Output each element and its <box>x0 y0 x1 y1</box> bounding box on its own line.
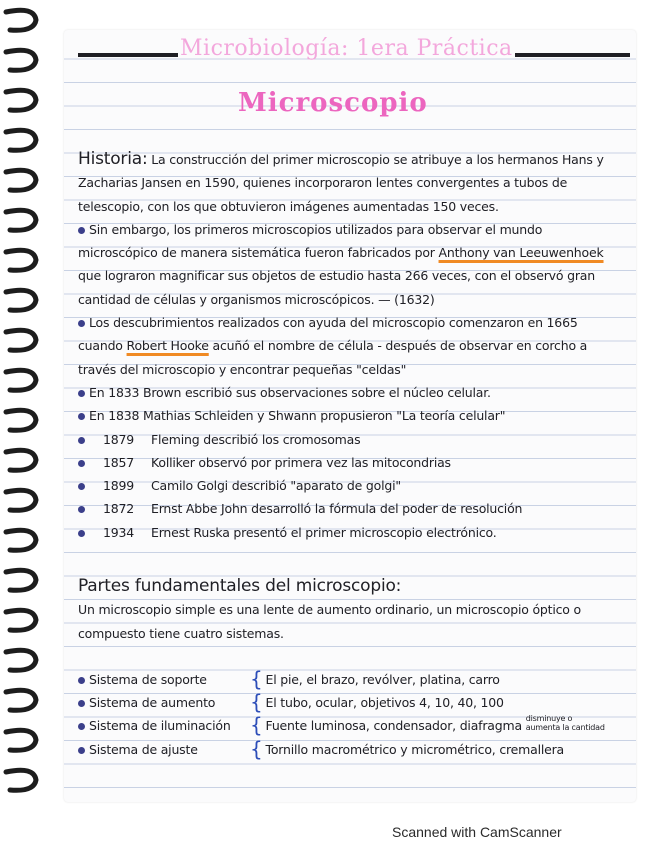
system-row <box>78 668 623 691</box>
historia-schleiden: En 1838 Mathias Schleiden y Shwann propusieron "La teoría celular" <box>78 404 623 427</box>
timeline-text: Fleming describió los cromosomas <box>151 431 361 447</box>
partes-heading: Partes fundamentales del microscopio: <box>78 576 402 596</box>
bullet-icon <box>78 320 85 327</box>
brace-icon: { <box>250 736 263 761</box>
timeline-text: Ernst Abbe John desarrolló la fórmula del poder de resolución <box>151 501 523 517</box>
historia-brown: En 1833 Brown escribió sus observaciones sobre el núcleo celular. <box>78 381 623 404</box>
partes-section <box>78 575 623 761</box>
system-parts: El tubo, ocular, objetivos 4, 10, 40, 100 <box>265 695 504 711</box>
brace-icon: { <box>250 666 263 691</box>
system-parts: El pie, el brazo, revólver, platina, carro <box>265 671 500 687</box>
bullet-icon <box>78 506 85 513</box>
timeline-item <box>78 497 623 520</box>
timeline-year: 1872 <box>103 501 135 517</box>
scanner-watermark: Scanned with CamScanner <box>392 824 562 840</box>
bullet-icon <box>78 530 85 537</box>
page-title: Microbiología: 1era Práctica <box>180 36 513 61</box>
timeline-item <box>78 521 623 544</box>
system-name: Sistema de ajuste <box>89 741 198 757</box>
timeline-year: 1879 <box>103 431 135 447</box>
highlight-leeuwenhoek: Anthony van Leeuwenhoek <box>438 245 604 261</box>
timeline-text: Kolliker observó por primera vez las mitocondrias <box>151 454 451 470</box>
page-subtitle: Microscopio <box>238 88 428 118</box>
system-note: disminuye o aumenta la cantidad <box>525 714 605 733</box>
bullet-icon <box>78 747 85 754</box>
historia-section <box>78 148 623 544</box>
system-name: Sistema de aumento <box>89 695 216 711</box>
historia-intro-text: La construcción del primer microscopio se atribuye a los hermanos Hans y Zacharias Jansen en 1590, quienes incorporaron lentes convergentes a tubos de telescopio, con los que obtuvieron imágenes aumentadas 150 veces. <box>78 152 604 214</box>
timeline-year: 1899 <box>103 478 135 494</box>
system-parts: Fuente luminosa, condensador, diafragma <box>265 718 522 734</box>
bullet-icon <box>78 677 85 684</box>
partes-intro: Un microscopio simple es una lente de aumento ordinario, un microscopio óptico o compuesto tiene cuatro sistemas. <box>78 602 581 641</box>
header-rule-left <box>78 53 178 57</box>
bullet-icon <box>78 437 85 444</box>
highlight-hooke: Robert Hooke <box>126 338 209 354</box>
bullet-icon <box>78 227 85 234</box>
spiral-binding <box>0 0 48 810</box>
historia-heading: Historia: <box>78 149 148 169</box>
historia-paragraph-hooke: Los descubrimientos realizados con ayuda del microscopio comenzaron en 1665 cuando Robert Hooke acuñó el nombre de célula - después de observar en corcho a través del microscopio y encontrar pequeñas "celdas" <box>78 315 588 377</box>
system-row <box>78 691 623 714</box>
timeline-item <box>78 474 623 497</box>
system-row <box>78 738 623 761</box>
timeline-text: Camilo Golgi describió "aparato de golgi" <box>151 478 401 494</box>
system-name: Sistema de iluminación <box>89 718 231 734</box>
bullet-icon <box>78 390 85 397</box>
timeline-text: Ernest Ruska presentó el primer microscopio electrónico. <box>151 524 497 540</box>
timeline-year: 1934 <box>103 524 135 540</box>
brace-icon: { <box>250 713 263 738</box>
historia-intro <box>78 148 623 218</box>
header-rule-right <box>515 53 630 57</box>
timeline-item <box>78 451 623 474</box>
timeline-year: 1857 <box>103 454 135 470</box>
system-name: Sistema de soporte <box>89 671 207 687</box>
system-row <box>78 714 623 737</box>
historia-paragraph-leeuwenhoek: Sin embargo, los primeros microscopios utilizados para observar el mundo microscópico de manera sistemática fueron fabricados por Anthony van Leeuwenhoek que lograron magnificar sus objetos de estudio hasta 266 veces, con el observó gran cantidad de células y organismos microscópicos. — (1632) <box>78 221 604 307</box>
bullet-icon <box>78 460 85 467</box>
bullet-icon <box>78 483 85 490</box>
bullet-icon <box>78 700 85 707</box>
timeline-item <box>78 428 623 451</box>
system-parts: Tornillo macrométrico y micrométrico, cremallera <box>265 741 565 757</box>
bullet-icon <box>78 723 85 730</box>
blank-line <box>78 645 623 668</box>
brace-icon: { <box>250 690 263 715</box>
bullet-icon <box>78 413 85 420</box>
